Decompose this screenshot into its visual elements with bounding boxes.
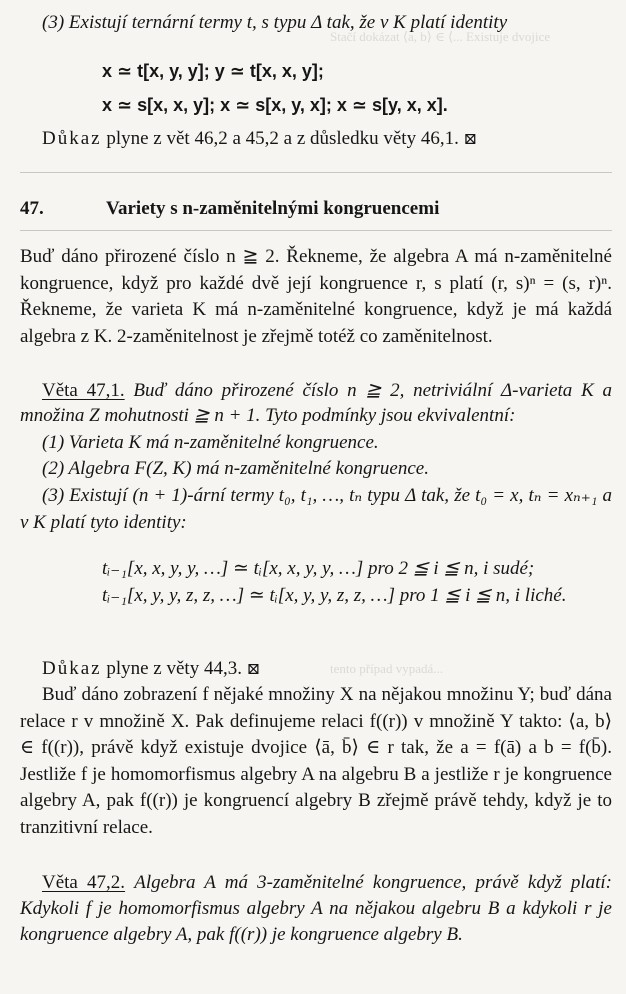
condition-2: (2) Algebra F(Z, K) má n-zaměnitelné kongruence. <box>42 458 429 479</box>
qed-box-icon: ⊠ <box>246 661 261 678</box>
theorem-label: Věta 47,2. <box>42 872 126 893</box>
identity-row-2: x ≃ s[x, x, y]; x ≃ s[x, y, x]; x ≃ s[y, x, x]. <box>102 95 448 115</box>
faint-rule <box>20 172 612 173</box>
proof-text: plyne z vět 46,2 a 45,2 a z důsledku věty 46,1. <box>106 128 459 149</box>
theorem-47-1 <box>20 378 612 428</box>
proof-text: plyne z věty 44,3. <box>106 658 242 679</box>
condition-1: (1) Varieta K má n-zaměnitelné kongruence. <box>42 432 379 453</box>
proof-46 <box>42 126 477 153</box>
proof-label: Důkaz <box>42 128 102 149</box>
paragraph-relation: Buď dáno zobrazení f nějaké množiny X na nějakou množinu Y; buď dána relace r v množině X. Pak definujeme relaci f((r)) v množině Y takto: ⟨a, b⟩ ∈ f((r)), právě když existuje dvojice ⟨ā, b̄⟩ ∈ r tak, že a = f(ā) a b = f(b̄). Jestliže f je homomorfismus algebry A na algebru B a jestliže r je kongruence algebry A, pak f((r)) je kongruencí algebry B zřejmě právě tehdy, když je to tranzitivní relace. <box>20 684 612 838</box>
formula-odd: tᵢ₋₁[x, y, y, z, z, …] ≃ tᵢ[x, y, y, z, z, …] pro 1 ≦ i ≦ n, i liché. <box>102 585 567 606</box>
theorem-text: Buď dáno přirozené číslo n ≧ 2, netriviální Δ-varieta K a množina Z mohutnosti ≧ n + 1. Tyto podmínky jsou ekvivalentní: <box>20 380 613 426</box>
section-number: 47. <box>20 198 44 219</box>
section-title: Variety s n-zaměnitelnými kongruencemi <box>106 198 440 219</box>
formula-even: tᵢ₋₁[x, x, y, y, …] ≃ tᵢ[x, x, y, y, …] pro 2 ≦ i ≦ n, i sudé; <box>102 558 535 579</box>
faint-rule <box>20 230 612 231</box>
theorem-label: Věta 47,1. <box>42 380 125 401</box>
proof-label: Důkaz <box>42 658 102 679</box>
theorem-text: Algebra A má 3-zaměnitelné kongruence, právě když platí: Kdykoli f je homomorfismus algebry A na nějakou algebru B a kdykoli r je kongruence algebry A, pak f((r)) je kongruence algebry B. <box>20 872 612 945</box>
condition-3: (3) Existují (n + 1)-ární termy t₀, t₁, …, tₙ typu Δ tak, že t₀ = x, tₙ = xₙ₊₁ a v K platí tyto identity: <box>20 485 612 533</box>
theorem-47-2 <box>20 870 612 948</box>
bleed-through-text: Stačí dokázat ⟨a, b⟩ ∈ ⟨... Existuje dvojice <box>330 29 551 44</box>
item-3-statement: (3) Existují ternární termy t, s typu Δ tak, že v K platí identity <box>42 12 508 33</box>
paragraph-definition: Buď dáno přirozené číslo n ≧ 2. Řekneme, že algebra A má n-zaměnitelné kongruence, když pro každé dvě její kongruence r, s platí (r, s)ⁿ = (s, r)ⁿ. Řekneme, že varieta K má n-zaměnitelné kongruence, když je má každá algebra z K. 2-zaměnitelnost je zřejmě totéž co zaměnitelnost. <box>20 246 612 347</box>
proof-47 <box>42 656 260 683</box>
bleed-through-text: tento případ vypadá... <box>330 661 443 676</box>
identity-row-1: x ≃ t[x, y, y]; y ≃ t[x, x, y]; <box>102 61 324 81</box>
qed-box-icon: ⊠ <box>463 131 477 148</box>
